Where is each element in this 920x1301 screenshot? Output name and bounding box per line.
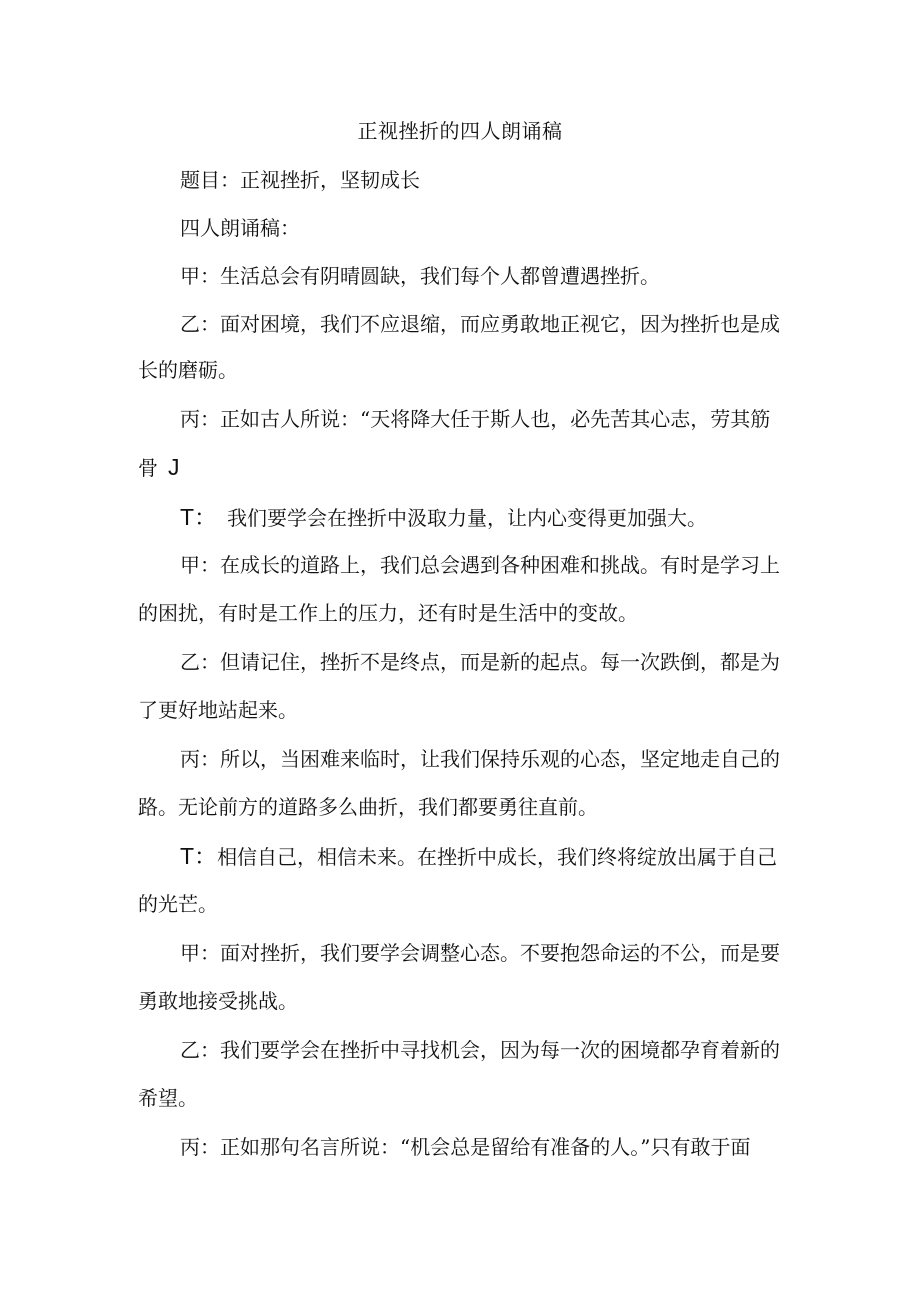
speaker-label: T： (180, 843, 218, 869)
paragraph-line (138, 841, 830, 872)
paragraph-line: 的光芒。 (138, 892, 218, 916)
paragraph-line: 乙：我们要学会在挫折中寻找机会，因为每一次的困境都孕育着新的 (180, 1038, 780, 1062)
line-text: 我们要学会在挫折中汲取力量，让内心变得更加强大。 (227, 506, 708, 530)
paragraph-line: 甲：面对挫折，我们要学会调整心态。不要抱怨命运的不公，而是要 (180, 941, 780, 965)
paragraph-line: 丙：所以，当困难来临时，让我们保持乐观的心态，坚定地走自己的 (180, 747, 780, 771)
paragraph-line: 甲：生活总会有阴晴圆缺，我们每个人都曾遭遇挫折。 (180, 264, 660, 288)
section-heading: 四人朗诵稿： (180, 216, 300, 240)
paragraph-line (138, 502, 830, 533)
speaker-label: T： (180, 504, 218, 530)
paragraph-line (138, 452, 788, 483)
line-text: 骨 (138, 456, 158, 480)
line-text: 相信自己，相信未来。在挫折中成长，我们终将绽放出属于自己 (217, 845, 778, 869)
paragraph-line: 丙：正如那句名言所说：“机会总是留给有准备的人。”只有敢于面 (180, 1135, 751, 1159)
topic-line: 题目：正视挫折，坚韧成长 (180, 168, 420, 192)
paragraph-line: 勇敢地接受挑战。 (138, 989, 298, 1013)
paragraph-line: 长的磨砺。 (138, 358, 238, 382)
paragraph-line: 的困扰，有时是工作上的压力，还有时是生活中的变故。 (138, 601, 638, 625)
ocr-glyph: J (168, 454, 180, 480)
paragraph-line: 路。无论前方的道路多么曲折，我们都要勇往直前。 (138, 795, 598, 819)
paragraph-line: 了更好地站起来。 (138, 698, 298, 722)
paragraph-line: 乙：但请记住，挫折不是终点，而是新的起点。每一次跌倒，都是为 (180, 650, 780, 674)
paragraph-line: 甲：在成长的道路上，我们总会遇到各种困难和挑战。有时是学习上 (180, 553, 780, 577)
paragraph-line: 希望。 (138, 1086, 198, 1110)
paragraph-line: 丙：正如古人所说：“天将降大任于斯人也，必先苦其心志，劳其筋 (180, 407, 771, 431)
paragraph-line: 乙：面对困境，我们不应退缩，而应勇敢地正视它，因为挫折也是成 (180, 312, 780, 336)
document-title: 正视挫折的四人朗诵稿 (357, 119, 563, 143)
